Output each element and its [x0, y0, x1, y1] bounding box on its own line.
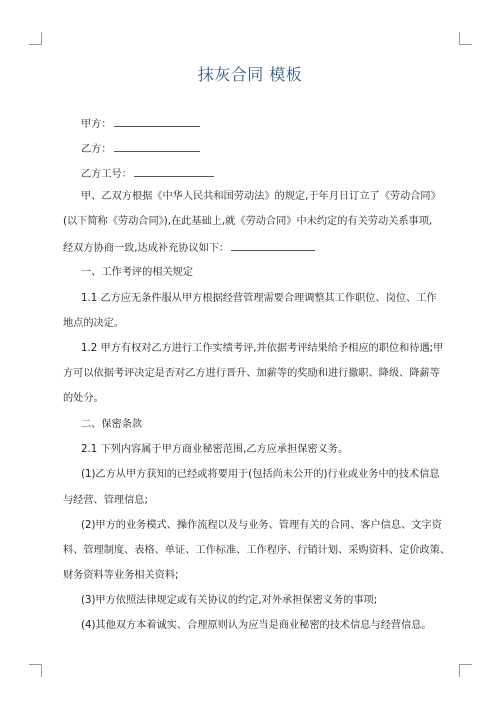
crop-mark-bottom-left: [29, 664, 42, 677]
section-heading: 二、保密条款: [81, 419, 143, 430]
employee-id-blank: [134, 166, 214, 177]
crop-mark-top-left: [29, 32, 42, 45]
paragraph-line: (以下简称《劳动合同》),在此基础上,就《劳动合同》中未约定的有关劳动关系事项,: [63, 216, 433, 227]
paragraph-line: 1.1 乙方应无条件服从甲方根据经营管理需要合理调整其工作职位、岗位、工作: [81, 293, 437, 304]
paragraph-line: 财务资料等业务相关资料;: [63, 570, 179, 581]
employee-id-line: [81, 166, 214, 182]
paragraph-line: (4)其他双方本着诚实、合理原则认为应当是商业秘密的技术信息与经营信息。: [81, 620, 432, 631]
paragraph-line: 1.2 甲方有权对乙方进行工作实绩考评,并依据考评结果给予相应的职位和待遇;甲: [81, 343, 444, 354]
party-b-label: 乙方：: [81, 144, 112, 155]
party-b-blank: [114, 141, 200, 152]
paragraph-line: (3)甲方依照法律规定或有关协议的约定,对外承担保密义务的事项;: [81, 595, 378, 606]
paragraph-line: [63, 240, 315, 256]
paragraph-line: (1)乙方从甲方获知的已经或将要用于(包括尚未公开的)行业或业务中的技术信息: [81, 469, 440, 480]
crop-mark-bottom-right: [459, 664, 472, 677]
section-heading: 一、工作考评的相关规定: [81, 267, 194, 278]
paragraph-line: 地点的决定。: [63, 318, 125, 329]
paragraph-line: 2.1 下列内容属于甲方商业秘密范围,乙方应承担保密义务。: [81, 444, 349, 455]
paragraph-line: 与经营、管理信息;: [63, 495, 148, 506]
party-a-line: [81, 116, 200, 132]
party-a-blank: [114, 116, 200, 127]
party-b-line: [81, 141, 200, 157]
crop-mark-top-right: [459, 32, 472, 45]
agreement-blank: [231, 240, 315, 251]
paragraph-line: 料、管理制度、表格、单证、工作标准、工作程序、行销计划、采购资料、定价政策、: [63, 545, 451, 556]
paragraph-line: 的处分。: [63, 393, 104, 404]
paragraph-line: (2)甲方的业务模式、操作流程以及与业务、管理有关的合同、客户信息、文字资: [81, 520, 442, 531]
document-title: 抹灰合同 模板: [197, 65, 303, 84]
paragraph-line: 方可以依据考评决定是否对乙方进行晋升、加薪等的奖励和进行撤职、降级、降薪等: [63, 368, 440, 379]
party-a-label: 甲方：: [81, 119, 112, 130]
employee-id-label: 乙方工号：: [81, 169, 132, 180]
paragraph-line: 甲、乙双方根据《中华人民共和国劳动法》的规定,于年月日订立了《劳动合同》: [81, 191, 441, 202]
paragraph-text: 经双方协商一致,达成补充协议如下：: [63, 243, 230, 254]
